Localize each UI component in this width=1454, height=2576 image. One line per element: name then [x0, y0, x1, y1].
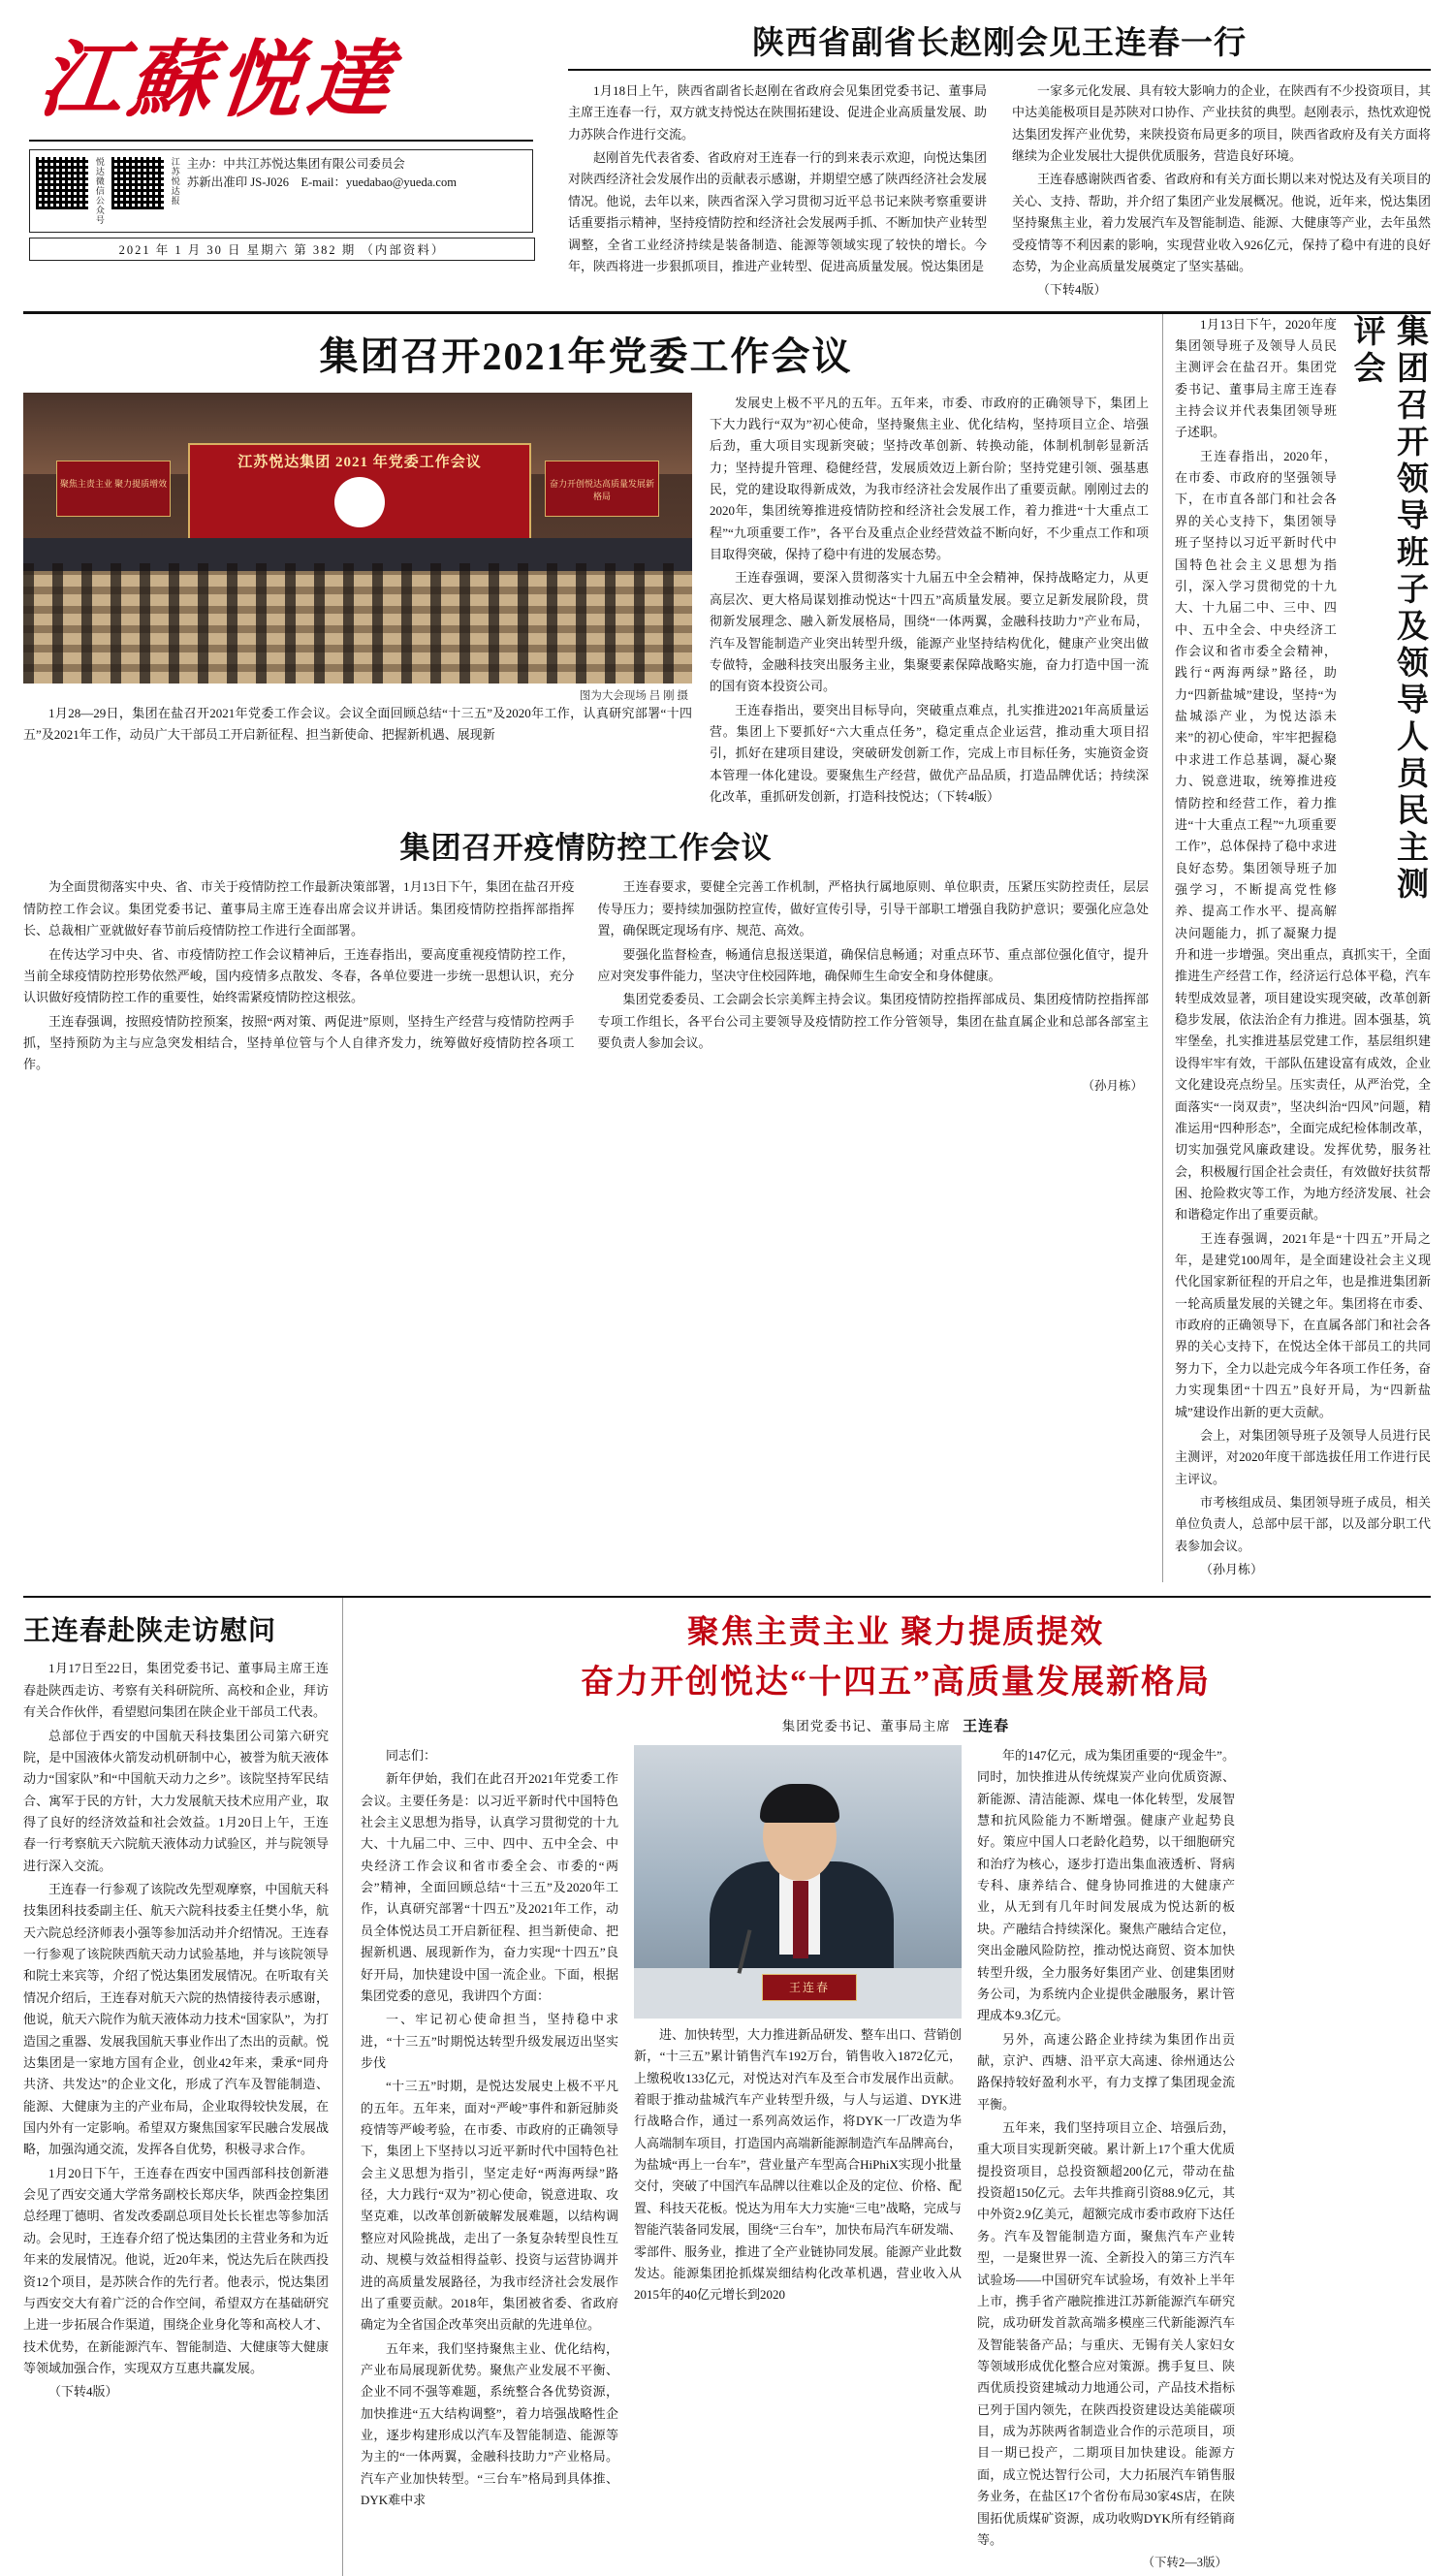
newspaper-page: [0, 8, 1454, 2570]
side-article-signature: （孙月栋）: [1200, 1562, 1264, 1577]
feature-slogan: [361, 1609, 1431, 1707]
lead-article-title: 陕西省副省长赵刚会见王连春一行: [752, 26, 1247, 61]
lower-left-para: 1月20日下午，王连春在西安中国西部科技创新港会见了西安交通大学常务副校长郑庆华，陕西金控集团总经理丁德明、省发改委副总项目处长长崔忠等参加活动。会见时，王连春介绍了悦达集团的主营业务和为近年来的发展情况。他说，近20年来，悦达先后在陕西投资12个项目，是苏陕合作的先行者。他表示，悦达集团与西安交大有着广泛的合作空间，希望双方在基础研究上进一步拓展合作渠道，围绕企业身化等和高校人才、技术优势，在新能源汽车、智能制造、大健康等大健康等领域加强合作，实现双方互惠共赢发展。: [23, 2165, 329, 2375]
email-label: E-mail：: [300, 175, 347, 189]
lead-para: 赵刚首先代表省委、省政府对王连春一行的到来表示欢迎，向悦达集团对陕西经济社会发展作出的贡献表示感谢，并期望空感了陕西经济社会发展情况。他说，去年以来，陕西省深入学习贯彻习近平总书记来陕考察重要讲话重要指示精神，坚持疫情防控和经济社会发展两手抓、不断加快产业转型调整，全省工业经济持续是装备制造、能源等领域实现了较快的增长。今年，陕西将进一步狠抓项目，推进产业转型、促进高质量发展。悦达集团是: [568, 150, 987, 273]
feature-columns: [361, 1745, 1431, 2576]
feature-para: 另外，高速公路企业持续为集团作出贡献，京沪、西塘、沿平京大高速、徐州通达公路保持较好盈利水平，有力支撑了集团现金流平衡。: [977, 2031, 1235, 2112]
secondary-article-signature: （孙月栋）: [1082, 1078, 1143, 1093]
photo-side-banner-right: 奋力开创悦达高质量发展新格局: [545, 461, 659, 517]
side-para: 王连春强调，2021年是“十四五”开局之年，是建党100周年，是全面建设社会主义现代化国家新征程的开启之年，也是推进集团新一轮高质量发展的关键之年。集团将在市委、市政府的正确领导下，在直属各部门和社会各界的关心支持下，在悦达全体干部员工的共同努力下，全力以赴完成今年各项工作任务，奋力实现集团“十四五”良好开局，为“四新盐城”建设作出新的更大贡献。: [1175, 1230, 1431, 1419]
feature-slogan-line2: 奋力开创悦达“十四五”高质量发展新格局: [581, 1664, 1211, 1701]
secondary-para: 为全面贯彻落实中央、省、市关于疫情防控工作最新决策部署，1月13日下午，集团在盐召开疫情防控工作会议。集团党委书记、董事局主席王连春出席会议并讲话。集团疫情防控指挥部指挥长、总裁相广亚就做好春节前后疫情防控工作进行全面部署。: [23, 879, 575, 938]
feature-slogan-line1: 聚焦主责主业 聚力提质提效: [686, 1615, 1105, 1651]
main-para: 发展史上极不平凡的五年。五年来，市委、市政府的正确领导下，集团上下大力践行“双为”初心使命，坚持聚焦主业、优化结构，坚持项目立企、培强后劲，重大项目实现新突破；坚持改革创新、转换动能，体制机制彰显新活力；坚持提升管理、稳健经营，发展质效迈上新台阶；坚持党建引领、强基惠民，党的建设取得新成效，为我市经济社会发展作出了重要贡献。刚刚过去的2020年，集团统筹推进疫情防控和经济社会发展工作，着力推进“十大重点工程”“九项重要工作”，各平台及重点企业经营效益不断向好，不少重点工作和项目取得突破，保持了稳中有进的发展态势。: [710, 395, 1149, 562]
publication-info: [181, 150, 532, 232]
side-para: 会上，对集团领导班子及领导人员进行民主测评，对2020年度干部选拔任用工作进行民主评议。: [1175, 1427, 1431, 1486]
lead-para: 王连春感谢陕西省委、省政府和有关方面长期以来对悦达及有关项目的关心、支持、帮助，并介绍了集团产业发展概况。他说，近年来，悦达集团坚持聚焦主业，着力发展汽车及智能制造、能源、大健康等产业，去年虽然受疫情等不利因素的影响，实现营业收入926亿元，保持了稳中有进的良好态势，为企业高质量发展奠定了坚实基础。: [1012, 172, 1431, 273]
feature-subhead: 一、牢记初心使命担当，坚持稳中求进，“十三五”时期悦达转型升级发展迈出坚实步伐: [361, 2012, 618, 2070]
feature-para: 五年来，我们坚持聚焦主业、优化结构，产业布局展现新优势。聚焦产业发展不平衡、企业不同不强等难题，系统整合各优势资源，加快推进“五大结构调整”，着力培强战略性企业，逐步构建形成以汽车及智能制造、能源等为主的“一体两翼，金融科技助力”产业格局。汽车产业加快转型。“三台车”格局到具体推、DYK难中求: [361, 2340, 618, 2508]
photo-main-banner: [188, 443, 531, 540]
lower-left-headline: 王连春赴陕走访慰问: [23, 1616, 277, 1647]
issue-date-bar: 2021 年 1 月 30 日 星期六 第 382 期 （内部资料）: [29, 238, 535, 261]
secondary-headline: 集团召开疫情防控工作会议: [399, 831, 773, 866]
lower-left-para: 1月17日至22日，集团党委书记、董事局主席王连春赴陕西走访、考察有关科研院所、高校和企业，拜访有关合作伙伴，看望慰问集团在陕企业干部员工代表。: [23, 1661, 329, 1720]
main-para: 王连春强调，要深入贯彻落实十九届五中全会精神，保持战略定力，从更高层次、更大格局谋划推动悦达“十四五”高质量发展。要立足新发展阶段，贯彻新发展理念、融入新发展格局，围绕“一体两翼，金融科技助力”产业布局，汽车及智能制造产业突出转型升级，能源产业坚持结构优化，健康产业突出做专做特，金融科技突出服务主业，集聚要素保障战略实施，奋力打造中国一流的国有资本投资公司。: [710, 570, 1149, 694]
lead-article-body: [568, 80, 1431, 302]
qr-code-label-2: 江苏悦达报: [170, 156, 180, 206]
photo-block: [23, 393, 692, 811]
main-top-row: [23, 393, 1149, 811]
email-address[interactable]: yuedabao@yueda.com: [346, 175, 457, 189]
newspaper-logo: 江蘇悦達: [34, 34, 401, 127]
main-para: 1月28—29日，集团在盐召开2021年党委工作会议。会议全面回顾总结“十三五”及2020年工作，认真研究部署“十四五”及2021年工作，动员广大干部员工开启新征程、担当新使命、把握新机遇、展现新: [23, 705, 692, 742]
feature-para: 进、加快转型，大力推进新品研发、整车出口、营销创新，“十三五”累计销售汽车192万台，销售收入1872亿元，上缴税收133亿元，对悦达对汽车及至合市发展作出贡献。着眼于推动盐城汽车产业转型升级，与人与运道、DYK进行战略合作，通过一系列高效运作，将DYK一厂改造为华人高端制车项目，打造国内高端新能源制造汽车品牌高台，为盐城“再上一台车”，营业量产车型高合HiPhiX实现小批量交付，突破了中国汽车品牌以往难以企及的定位、价格、配置、科技天花板。悦达为用车大力实施“三电”战略，完成与智能汽装备同发展，围绕“三台车”，加快布局汽车研发端、零部件、服务业，推进了全产业链协同发展。能源产业此数发达。能源集团抢抓煤炭细结构化改革机遇，营业收入从2015年的40亿元增长到2020: [634, 2026, 963, 2303]
feature-column-3: [977, 1745, 1235, 2576]
byline-name: 王连春: [963, 1718, 1010, 1734]
main-para: 王连春指出，要突出目标导向，突破重点难点，扎实推进2021年高质量运营。集团上下要抓好“六大重点任务”，稳定重点企业运营，推动重大项目招引，抓好在建项目建设，突破研发创新工作，完成上市目标任务，实施资金资本管理一体化建设。要聚焦生产经营，做优产品品质，打造品牌优话；持续深化改革，重抓研发创新，打造科技悦达；（下转4版）: [710, 702, 1149, 805]
conference-photo: [23, 393, 692, 684]
license-email-line: [187, 174, 526, 192]
secondary-para: 集团党委委员、工会副会长宗美辉主持会议。集团疫情防控指挥部成员、集团疫情防控指挥部专项工作组长，各平台公司主要领导及疫情防控工作分管领导，集团在盐直属企业和总部各部室主要负责人参加会议。: [597, 992, 1149, 1050]
qr-code-label: 悦达微信公众号: [94, 156, 105, 225]
secondary-para: 在传达学习中央、省、市疫情防控工作会议精神后，王连春指出，要高度重视疫情防控工作，当前全球疫情防控形势依然严峻，国内疫情多点散发、冬春，各单位要进一步统一思想认识，充分认识做好疫情防控工作的重要性，始终需紧疫情防控这根弦。: [23, 946, 575, 1005]
publication-info-box: [29, 149, 533, 233]
speaker-photo: [634, 1745, 962, 2019]
lower-section: [23, 1598, 1431, 2575]
secondary-para: 王连春强调，按照疫情防控预案，按照“两对策、两促进”原则，坚持生产经营与疫情防控两手抓，坚持预防为主与应急突发相结合，坚持单位管与个人自律齐发力，统筹做好疫情防控各项工作。: [23, 1013, 575, 1072]
photo-audience: [23, 563, 692, 684]
feature-column-2: [634, 2024, 962, 2306]
sponsor-line: 主办：中共江苏悦达集团有限公司委员会: [186, 156, 405, 171]
lead-title-divider: [568, 69, 1431, 71]
feature-column-1: [361, 1745, 618, 2576]
license-number: 苏新出准印 JS-J026: [186, 175, 289, 189]
byline-title: 集团党委书记、董事局主席: [781, 1718, 951, 1733]
feature-para: 年的147亿元，成为集团重要的“现金牛”。同时，加快推进从传统煤炭产业向优质资源、新能源、清洁能源、煤电一体化转型，发展智慧和抗风险能力不断增强。健康产业起势良好。策应中国人口老龄化趋势，以干细胞研究和治疗为核心，逐步打造出集血液透析、肾病专科、康养结合、健身协同推进的大健康产业，从无到有几年时间发展成为悦达新的板块。产融结合持续深化。聚焦产融结合定位，突出金融风险防控，推动悦达商贸、资本加快转型升级，全力服务好集团产业、创建集团财务公司，为系统内企业提供金融服务，累计管理成本9.3亿元。: [977, 1747, 1235, 2023]
masthead: [23, 8, 1431, 302]
main-headline: 集团召开2021年党委工作会议: [319, 334, 853, 378]
feature-para: 新年伊始，我们在此召开2021年党委工作会议。主要任务是：以习近平新时代中国特色社会主义思想为指导，认真学习贯彻党的十九大、十九届二中、三中、四中、五中全会、中央经济工作会议和省市委全会、市委的“两会”精神，全面回顾总结“十三五”及2020年工作，认真研究部署“十四五”及2021年工作，动员全体悦达员工开启新征程、担当新使命、把握新机遇、展现新作为，奋力实现“十四五”良好开局，加快建设中国一流企业。下面，根据集团党委的意见，我讲四个方面：: [361, 1771, 618, 2003]
secondary-para: 要强化监督检查，畅通信息报送渠道，确保信息畅通；对重点环节、重点部位强化值守，提升应对突发事件能力，坚决守住校园阵地，确保师生生命安全和身体健康。: [597, 946, 1149, 983]
lead-continued: （下转4版）: [1037, 282, 1107, 298]
secondary-article-body: [23, 876, 1149, 1075]
photo-caption: 图为大会现场 吕 刚 摄: [579, 689, 688, 702]
side-para: 王连春指出，2020年，在市委、市政府的坚强领导下，在市直各部门和社会各界的关心支持下，集团领导班子坚持以习近平新时代中国特色社会主义思想为指引，深入学习贯彻党的十九大、十九届二中、三中、四中、五中全会、中央经济工作会议和省市委全会精神，践行“两海两绿”路径，助力“四新盐城”建设，坚持“为盐城添产业，为悦达添未来”的初心使命，牢牢把握稳中求进工作总基调，凝心聚力、锐意进取，统筹推进疫情防控和经营工作，着力推进“十大重点工程”“九项重要工作”，总体保持了稳中求进良好态势。集团领导班子加强学习，不断提高党性修养、提高工作水平、提高解决问题能力，抓了凝聚力提升和进一步增强。突出重点，真抓实干，全面推进生产经营工作，经济运行总体平稳，汽车转型成效显著，项目建设实现突破，改革创新稳步发展，依法治企有力推进。固本强基，筑牢堡垒，扎实推进基层党建工作，基层组织建设得牢牢有效，干部队伍建设富有成效，企业文化建设亮点纷呈。压实责任，从严治党，全面落实“一岗双责”，坚决纠治“四风”问题，精准运用“四种形态”，全面完成纪检体制改革，切实加强党风廉政建设。发挥优势，服务社会，积极履行国企社会责任，有效做好扶贫帮困、抢险救灾等工作，为地方经济发展、社会和谐稳定作出了重要贡献。: [1175, 448, 1431, 1223]
feature-para: “十三五”时期，是悦达发展史上极不平凡的五年。五年来，面对“严峻”事件和新冠肺炎疫情等严峻考验，在市委、市政府的正确领导下，集团上下坚持以习近平新时代中国特色社会主义思想为指引，坚定走好“两海两绿”路径，大力践行“双为”初心使命，锐意进取、攻坚克难，以改革创新破解发展难题，以结构调整应对风险挑战，走出了一条复杂转型良性互动、规模与效益相得益彰、投资与运营协调并进的高质量发展路径，为我市经济社会发展作出了重要贡献。2018年，集团被省委、省政府确定为全省国企改革突出贡献的先进单位。: [361, 2079, 618, 2333]
masthead-divider: [29, 140, 533, 142]
main-column: [23, 314, 1162, 1583]
masthead-left: [23, 8, 547, 261]
photo-side-banner-left: 聚焦主责主业 聚力提质增效: [56, 461, 171, 517]
secondary-para: 王连春要求，要健全完善工作机制，严格执行属地原则、单位职责，压紧压实防控责任，层层传导压力；要持续加强防控宣传，做好宣传引导，引导干部职工增强自我防护意识；要强化应急处置，确保既定现场有序、规范、高效。: [597, 879, 1149, 938]
lower-right-article: [361, 1598, 1431, 2575]
lower-left-para: 总部位于西安的中国航天科技集团公司第六研究院，是中国液体火箭发动机研制中心，被誉为航天液体动力“国家队”和“中国航天动力之乡”。该院坚持军民结合、寓军于民的方针，大力发展航天技术应用产业，取得了良好的经济效益和社会效益。1月20日上午，王连春一行考察航天六院航天液体动力试验区，并与院领导进行深入交流。: [23, 1728, 329, 1873]
lower-left-para: 王连春一行参观了该院改先型观摩察，中国航天科技集团科技委副主任、航天六院科技委主任樊小华，航天六院总经济师表小强等参加活动并介绍情况。王连春一行参观了该院陕西航天动力试验基地，并与该院领导和院士来宾等，介绍了悦达集团发展情况。在听取有关情况介绍后，王连春对航天六院的热情接待表示感谢，他说，航天六院作为航天液体动力技术“国家队”，为打造国之重器、发展我国航天事业作出了杰出的贡献。悦达集团是一家地方国有企业，创业42年来，秉承“同舟共济、共发达”的企业文化，形成了汽车及智能制造、能源、大健康为主的产业布局，企业取得较快发展，在国内外有一定影响。希望双方聚焦国家军民融合发展战略，加强沟通交流，发挥各自优势，积极寻求合作。: [23, 1882, 329, 2157]
side-para: 市考核组成员、集团领导班子成员，相关单位负责人，总部中层干部，以及部分职工代表参加会议。: [1175, 1495, 1431, 1553]
name-plate: 王连春: [762, 1974, 857, 2001]
lead-article: [547, 8, 1431, 302]
photo-banner-text: 江苏悦达集团 2021 年党委工作会议: [237, 454, 482, 470]
side-para: 1月13日下午，2020年度集团领导班子及领导人员民主测评会在盐召开。集团党委书记、董事局主席王连春主持会议并代表集团领导班子述职。: [1175, 316, 1337, 440]
feature-para: 五年来，我们坚持项目立企、培强后劲，重大项目实现新突破。累计新上17个重大优质提投资项目，总投资额超200亿元，带动在盐投资超150亿元。去年共推商引资88.9亿元，其中外资2.9亿美元，超额完成市委市政府下达任务。汽车及智能制造方面，聚焦汽车产业转型，一是聚世界一流、全新投入的第三方汽车试验场——中国研究车试验场，有效补上半年上市，携手省产融院推进江苏新能源汽车研究院，成功研发首款高端多模座三代新能源汽车及智能装备产品；与重庆、无锡有关人家妇女等领域形成优化整合应对策源。携手复旦、陕西优质投资建城动力地通公司，产品技术指标已列于国内领先，在陕西投资建设达美能碳项目，成为苏陕两省制造业合作的示范项目，项目一期已投产，二期项目加快建设。能源方面，成立悦达智行公司，大力拓展汽车销售服务业务，在盐区17个省份布局30家4S店，在陕围拓优质煤矿资源，成功收购DYK所有经销商等。: [977, 2120, 1235, 2547]
feature-byline: [361, 1715, 1431, 1735]
lead-para: 一家多元化发展、具有较大影响力的企业，在陕西有不少投资项目，其中达美能极项目是苏陕对口协作、产业扶贫的典型。赵刚表示，热忱欢迎悦达集团发挥产业优势，来陕投资布局更多的项目，陕西省政府及有关方面将继续为企业发展壮大提供优质服务，营造良好环境。: [1012, 83, 1431, 164]
side-vertical-headline: 集团召开领导班子及领导人员民主测评会: [1348, 313, 1427, 904]
qr-code-icon-2[interactable]: [111, 157, 164, 209]
company-emblem-icon: [334, 477, 385, 527]
portrait-block: [634, 1745, 962, 2576]
lead-para: 1月18日上午，陕西省副省长赵刚在省政府会见集团党委书记、董事局主席王连春一行，双方就支持悦达在陕围拓建设、促进企业高质量发展、助力苏陕合作进行交流。: [568, 83, 987, 142]
photo-tie: [793, 1881, 808, 1958]
feature-continued: （下转2—3版）: [1142, 2556, 1227, 2570]
side-column: [1162, 314, 1431, 1583]
main-article-right-text: [710, 393, 1149, 811]
lower-left-article: [23, 1598, 343, 2575]
feature-para: 同志们：: [386, 1747, 437, 1763]
qr-code-icon[interactable]: [36, 157, 88, 209]
main-content: [23, 314, 1431, 1583]
main-article-left-text: [23, 703, 692, 747]
lower-left-continued: （下转4版）: [48, 2384, 118, 2400]
